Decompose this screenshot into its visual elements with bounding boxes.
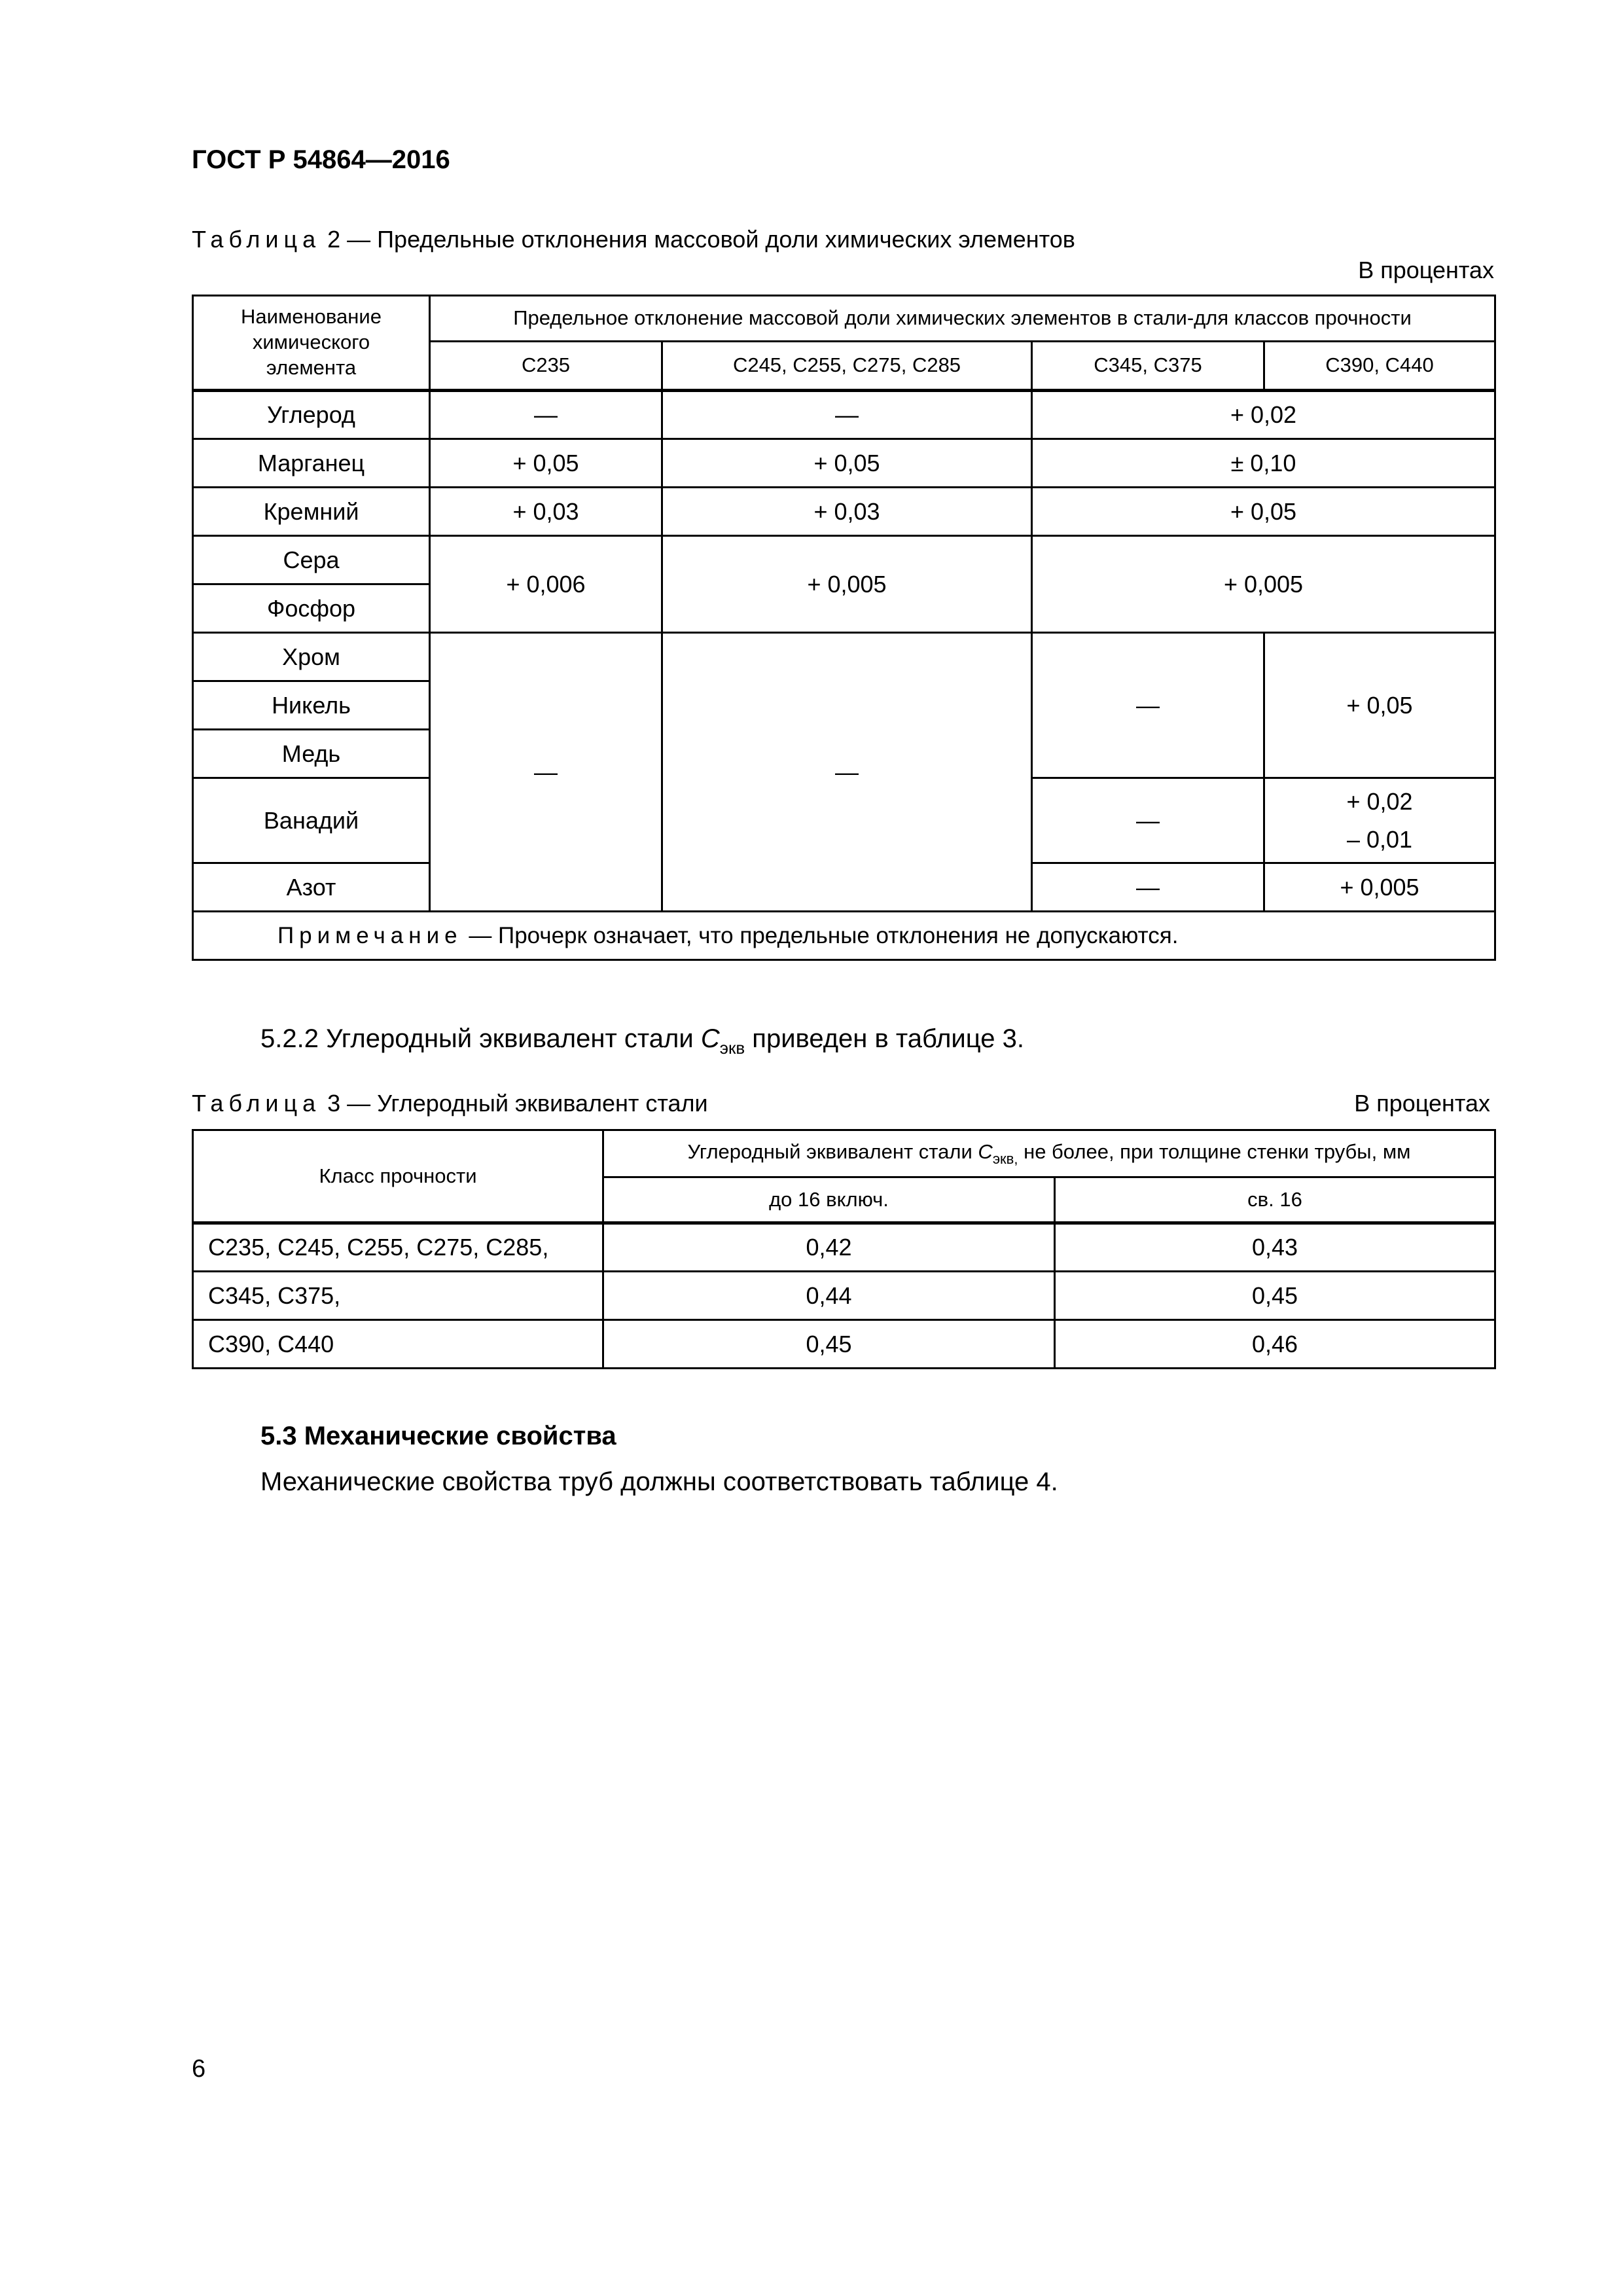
element-name: Углерод bbox=[193, 391, 430, 439]
table2-header-col1: С235 bbox=[430, 342, 662, 391]
table-cell: 0,44 bbox=[603, 1272, 1055, 1320]
header-text-end: не более, при толщине стенки трубы, мм bbox=[1018, 1139, 1411, 1163]
element-name: Сера bbox=[193, 536, 430, 584]
note-text: — Прочерк означает, что предельные отклонения не допускаются. bbox=[462, 922, 1179, 948]
table2-header-element: Наименование химического элемента bbox=[193, 296, 430, 391]
table2-caption-word: Таблица bbox=[192, 226, 321, 253]
table-cell: 0,45 bbox=[1055, 1272, 1495, 1320]
table2-header-col2: С245, С255, С275, С285 bbox=[662, 342, 1032, 391]
table-cell: 0,43 bbox=[1055, 1223, 1495, 1272]
table-row bbox=[193, 633, 1495, 681]
strength-class: С390, С440 bbox=[193, 1320, 603, 1369]
table-row bbox=[193, 439, 1495, 488]
table-cell: + 0,005 bbox=[1032, 536, 1495, 633]
table3-caption-text: 3 — Углеродный эквивалент стали bbox=[321, 1090, 708, 1117]
table-cell: + 0,005 bbox=[662, 536, 1032, 633]
table-cell: 0,42 bbox=[603, 1223, 1055, 1272]
strength-class: С345, С375, bbox=[193, 1272, 603, 1320]
element-name: Ванадий bbox=[193, 778, 430, 863]
para-text-end: приведен в таблице 3. bbox=[745, 1024, 1024, 1053]
table2-units: В процентах bbox=[1358, 257, 1494, 283]
table-cell: — bbox=[662, 633, 1032, 912]
table2-note bbox=[193, 912, 1495, 960]
table-cell bbox=[1264, 778, 1495, 863]
table-cell: + 0,03 bbox=[430, 488, 662, 536]
table-cell: + 0,05 bbox=[1264, 633, 1495, 778]
table-cell: — bbox=[1032, 863, 1264, 912]
table-cell: + 0,05 bbox=[662, 439, 1032, 488]
para-symbol: С bbox=[700, 1024, 720, 1053]
table-cell: — bbox=[1032, 633, 1264, 778]
table2-header-col3: С345, С375 bbox=[1032, 342, 1264, 391]
table2 bbox=[192, 295, 1496, 961]
para-subscript: экв bbox=[719, 1038, 745, 1058]
table-cell: + 0,05 bbox=[1032, 488, 1495, 536]
element-name: Фосфор bbox=[193, 584, 430, 633]
element-name: Азот bbox=[193, 863, 430, 912]
table3-header-span bbox=[603, 1130, 1495, 1177]
table-cell: — bbox=[662, 391, 1032, 439]
table2-caption-text: 2 — Предельные отклонения массовой доли химических элементов bbox=[321, 226, 1075, 253]
table2-header-span: Предельное отклонение массовой доли химических элементов в стали-для классов прочности bbox=[430, 296, 1495, 342]
table-cell: ± 0,10 bbox=[1032, 439, 1495, 488]
table3-header-col1: до 16 включ. bbox=[603, 1177, 1055, 1223]
table-row bbox=[193, 1223, 1495, 1272]
section-5-3-text: Механические свойства труб должны соответствовать таблице 4. bbox=[260, 1467, 1058, 1496]
vanadium-lower: – 0,01 bbox=[1346, 825, 1413, 853]
table3 bbox=[192, 1129, 1496, 1369]
header-text: Углеродный эквивалент стали bbox=[687, 1139, 978, 1163]
element-name: Никель bbox=[193, 681, 430, 730]
table-row bbox=[193, 536, 1495, 584]
table-cell: + 0,03 bbox=[662, 488, 1032, 536]
paragraph-5-2-2 bbox=[260, 1024, 1024, 1058]
table-cell: — bbox=[1032, 778, 1264, 863]
vanadium-upper: + 0,02 bbox=[1346, 787, 1413, 815]
table-cell: — bbox=[430, 633, 662, 912]
table2-header-col4: С390, С440 bbox=[1264, 342, 1495, 391]
table3-header-col2: св. 16 bbox=[1055, 1177, 1495, 1223]
para-text: 5.2.2 Углеродный эквивалент стали bbox=[260, 1024, 701, 1053]
table2-caption bbox=[192, 226, 1075, 253]
table-row bbox=[193, 1320, 1495, 1369]
section-5-3-heading: 5.3 Механические свойства bbox=[260, 1422, 616, 1450]
document-header: ГОСТ Р 54864—2016 bbox=[192, 145, 450, 174]
element-name: Кремний bbox=[193, 488, 430, 536]
header-subscript: экв, bbox=[992, 1150, 1018, 1167]
table-row bbox=[193, 488, 1495, 536]
table-cell: 0,45 bbox=[603, 1320, 1055, 1369]
element-name: Медь bbox=[193, 730, 430, 778]
table-cell: + 0,006 bbox=[430, 536, 662, 633]
table-cell: + 0,02 bbox=[1032, 391, 1495, 439]
note-word: Примечание bbox=[277, 922, 463, 948]
table3-caption bbox=[192, 1090, 708, 1117]
table-cell: — bbox=[430, 391, 662, 439]
element-name: Хром bbox=[193, 633, 430, 681]
table-cell: 0,46 bbox=[1055, 1320, 1495, 1369]
strength-class: С235, С245, С255, С275, С285, bbox=[193, 1223, 603, 1272]
page-number: 6 bbox=[192, 2055, 206, 2083]
table-row bbox=[193, 391, 1495, 439]
table-cell: + 0,005 bbox=[1264, 863, 1495, 912]
header-symbol: С bbox=[978, 1139, 993, 1163]
table-row bbox=[193, 1272, 1495, 1320]
table3-header-class: Класс прочности bbox=[193, 1130, 603, 1223]
table3-caption-word: Таблица bbox=[192, 1090, 321, 1117]
element-name: Марганец bbox=[193, 439, 430, 488]
table-cell: + 0,05 bbox=[430, 439, 662, 488]
table3-units: В процентах bbox=[1354, 1090, 1490, 1117]
